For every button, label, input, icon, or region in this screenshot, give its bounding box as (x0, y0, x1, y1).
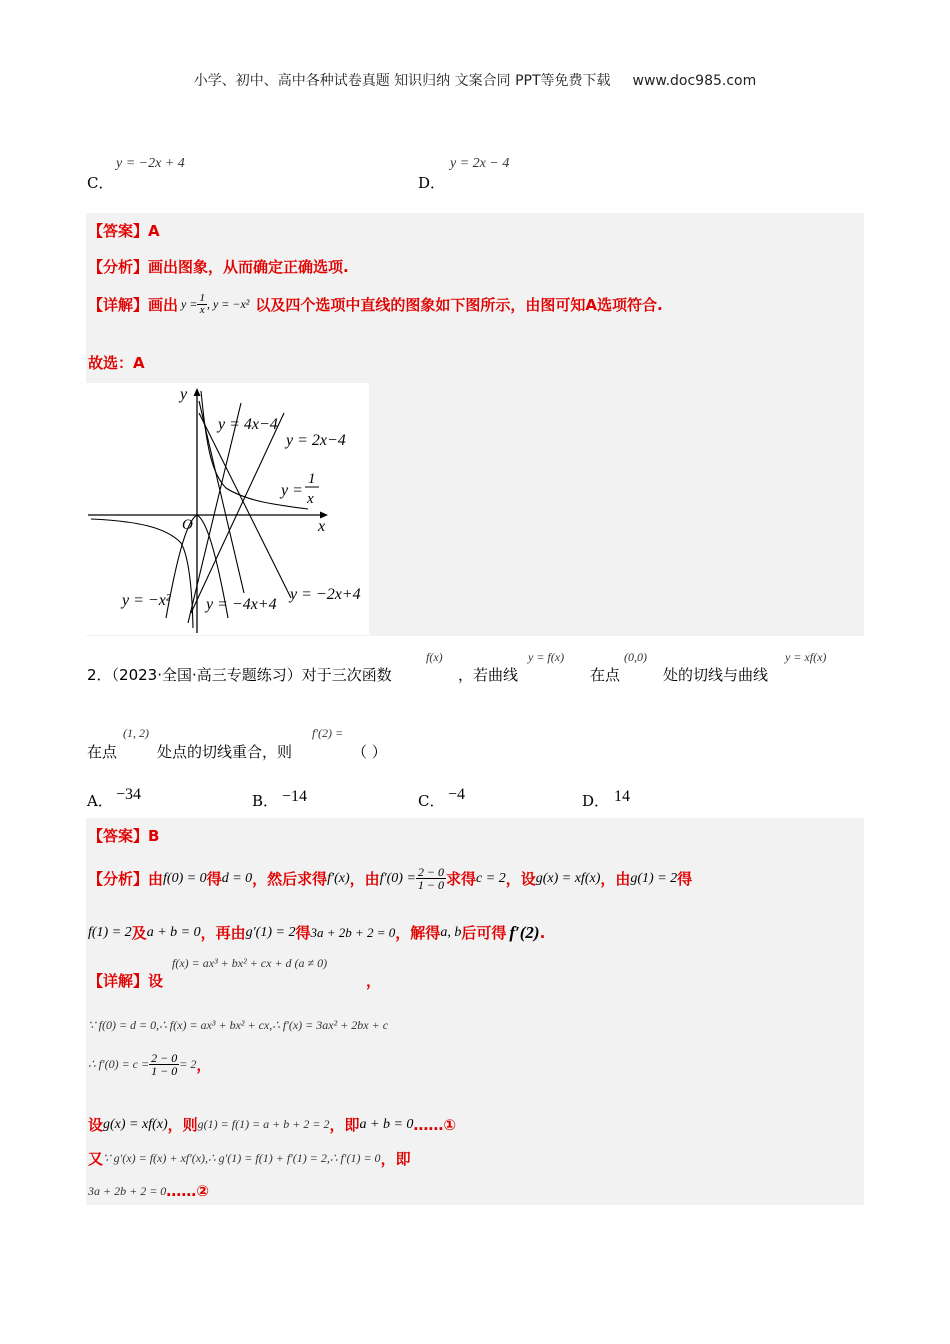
q2-an-2: 得 (206, 870, 222, 888)
header-url[interactable]: www.doc985.com (632, 73, 757, 89)
q2-stem-3: 在点 (590, 666, 621, 684)
q2-paren: （ ） (352, 743, 387, 761)
q2-option-b-value: −14 (282, 788, 308, 805)
q1-option-d-label: D． (418, 174, 446, 192)
graph-label-negx2: y = −x² (122, 592, 171, 609)
q2-line-b (88, 1052, 211, 1077)
q2-line-d-2: ，即 (380, 1150, 411, 1168)
q2-line-c-2: ，则 (167, 1116, 198, 1134)
q2-an2-5: 后可得 (461, 924, 507, 942)
q1-option-d-expr: y = 2x − 4 (450, 156, 510, 171)
q2-an2-m2: a + b = 0 (146, 924, 201, 940)
q2-an2-2: ，再由 (200, 924, 246, 942)
q2-an-m2: d = 0 (221, 870, 253, 886)
q2-line-c-m1: g(x) = xf(x) (103, 1116, 168, 1132)
q2-point1: (0,0) (624, 650, 647, 664)
q2-an-m5: c = 2 (476, 870, 506, 886)
q2-line-c-1: 设 (88, 1116, 104, 1134)
q2-an-m3: f′(x) (327, 870, 350, 886)
graph-label-x: x (318, 518, 326, 535)
q2-an-frac-den: 1 − 0 (417, 878, 445, 892)
q2-an-m4a: f′(0) = (379, 870, 416, 886)
q2-an-4: ，由 (349, 870, 380, 888)
q2-fx: f(x) (426, 650, 443, 664)
q2-line-b-den: 1 − 0 (151, 1064, 178, 1078)
q2-det-m1: f(x) = ax³ + bx² + cx + d (a ≠ 0) (172, 956, 328, 970)
q2-line-b-fraction (149, 1052, 179, 1077)
header-title: 小学、初中、高中各种试卷真题 知识归纳 文案合同 PPT等免费下载 (193, 73, 611, 89)
q2-line-a: ∵ f(0) = d = 0,∴ f(x) = ax³ + bx² + cx,∴ f′(x) = 3ax² + 2bx + c (88, 1018, 389, 1032)
q1-detail-frac-num: 1 (199, 292, 205, 304)
q1-detail-fraction (197, 293, 207, 316)
q2-an-8: 得 (677, 870, 693, 888)
q2-stem-6: 处点的切线重合，则 (157, 743, 293, 761)
q2-line-d-1: 又 (88, 1150, 104, 1168)
q2-line-b-end: ， (196, 1056, 212, 1074)
graph-label-y: y (180, 386, 188, 403)
q2-an-frac-num: 2 − 0 (417, 865, 445, 879)
q2-an2-m6: f′(2) (509, 922, 540, 942)
graph-label-recip-y: y = (281, 482, 303, 499)
q2-an2-3: 得 (295, 924, 311, 942)
graph-label-neg4x+4: y = −4x+4 (206, 596, 277, 613)
q2-curve1: y = f(x) (528, 650, 565, 664)
q2-an2-1: 及 (131, 924, 147, 942)
q2-det-1: 【详解】设 (88, 972, 164, 990)
q2-line-d (88, 1148, 411, 1169)
q2-an-7: ，由 (600, 870, 631, 888)
q2-line-c-m3: a + b = 0 (359, 1116, 414, 1132)
q2-option-b-label: B． (252, 792, 279, 810)
q2-option-c-value: −4 (448, 786, 466, 803)
q2-line-c-m2: g(1) = f(1) = a + b + 2 = 2 (197, 1117, 330, 1131)
q2-an-6: ，设 (505, 870, 536, 888)
q2-option-a-value: −34 (116, 786, 142, 803)
q1-graph (86, 383, 369, 635)
q2-an-m6: g(x) = xf(x) (535, 870, 601, 886)
q2-an-m7: g(1) = 2 (630, 870, 678, 886)
graph-label-2x-4: y = 2x−4 (286, 432, 346, 449)
page-header (0, 70, 950, 90)
q2-stem-1: 2．（2023·全国·高三专题练习）对于三次函数 (87, 666, 392, 684)
graph-label-4x-4: y = 4x−4 (218, 416, 278, 433)
q2-option-c-label: C． (418, 792, 445, 810)
q2-an2-6: . (539, 923, 546, 942)
q2-line-e-m1: 3a + 2b + 2 = 0 (88, 1183, 167, 1198)
q1-option-c-label: C． (87, 174, 114, 192)
q1-detail-expr-y: y = (181, 297, 198, 311)
q2-analysis-line2 (88, 922, 545, 943)
q2-point2: (1, 2) (123, 726, 149, 740)
q2-option-d-label: D． (582, 792, 610, 810)
q2-an2-4: ，解得 (395, 924, 441, 942)
q2-answer: 【答案】B (88, 827, 160, 845)
q2-an-m1: f(0) = 0 (163, 870, 207, 886)
q2-an2-m4: 3a + 2b + 2 = 0 (310, 924, 396, 940)
q1-detail-expr2: , y = −x² (206, 297, 250, 311)
graph-label-neg2x+4: y = −2x+4 (290, 586, 361, 603)
q2-an-1: 【分析】由 (88, 870, 164, 888)
q1-answer: 【答案】A (88, 222, 160, 240)
q2-stem-4: 处的切线与曲线 (663, 666, 769, 684)
q2-line-e-1: ……② (166, 1182, 209, 1200)
q2-analysis-line1 (88, 866, 692, 891)
q1-choose: 故选：A (88, 354, 145, 372)
q2-an2-m1: f(1) = 2 (88, 924, 132, 940)
q2-line-e (88, 1182, 209, 1200)
q2-line-b-pre: ∴ f′(0) = c = (88, 1057, 150, 1071)
q2-stem-5: 在点 (87, 743, 118, 761)
q1-analysis: 【分析】画出图象，从而确定正确选项. (88, 258, 349, 276)
q2-stem-2: ，若曲线 (458, 666, 519, 684)
q2-option-a-label: A． (87, 792, 113, 810)
q1-detail (88, 293, 663, 316)
q2-an2-m3: g′(1) = 2 (245, 924, 296, 940)
q2-an2-m5: a, b (440, 924, 462, 940)
q2-an-fraction (416, 866, 446, 891)
q1-detail-suffix: 以及四个选项中直线的图象如下图所示，由图可知A选项符合. (255, 296, 663, 314)
q2-line-c (88, 1114, 456, 1135)
q2-line-c-3: ，即 (329, 1116, 360, 1134)
q2-an-5: 求得 (446, 870, 477, 888)
q2-line-d-m1: ∵ g′(x) = f(x) + xf′(x),∴ g′(1) = f(1) + f′(1) = 2,∴ f′(1) = 0 (103, 1151, 381, 1165)
graph-label-recip-num: 1 (308, 471, 316, 487)
q1-detail-prefix: 【详解】画出 (88, 296, 179, 314)
graph-label-origin: O (182, 517, 193, 533)
q2-det-2: ， (366, 972, 382, 990)
q1-option-c-expr: y = −2x + 4 (116, 156, 185, 171)
q2-line-b-num: 2 − 0 (151, 1051, 178, 1065)
q2-line-b-post: = 2 (179, 1057, 197, 1071)
q2-curve2: y = xf(x) (785, 650, 827, 664)
q2-ask: f′(2) = (312, 726, 344, 740)
graph-label-recip-den: x (307, 491, 314, 507)
q1-detail-frac-den: x (199, 304, 205, 316)
q2-an-3: ，然后求得 (252, 870, 328, 888)
q2-option-d-value: 14 (614, 788, 630, 805)
q2-line-c-4: ……① (413, 1115, 457, 1134)
